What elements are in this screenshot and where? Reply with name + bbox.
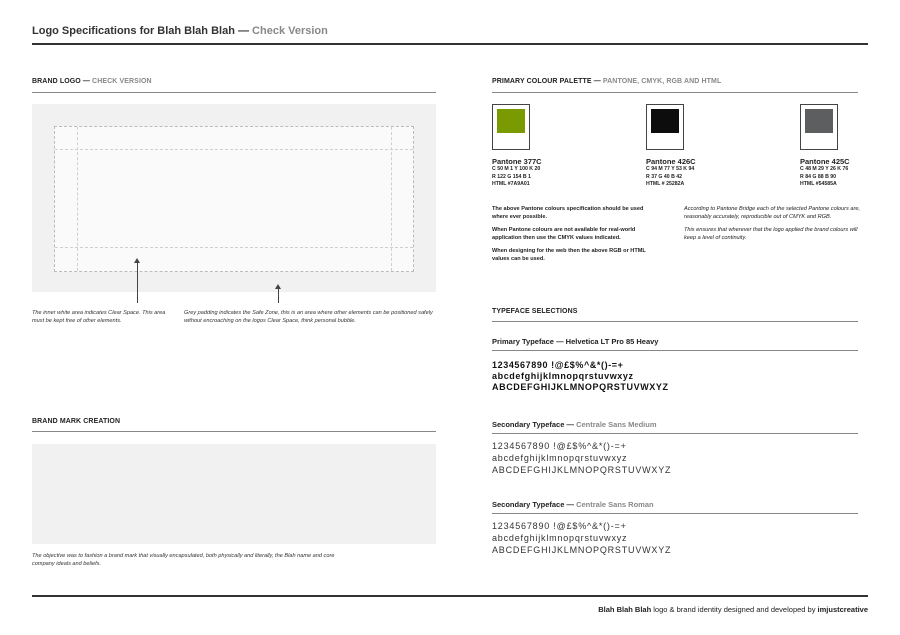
brand-mark-area	[32, 444, 436, 544]
brand-mark-note: The objective was to fashion a brand mark that visually encapsulated, both physically and literally, the Blah name and core company ideals and beliefs.	[32, 553, 335, 567]
primary-typeface-rule	[492, 350, 858, 351]
pantone-name: Pantone 377C	[492, 157, 542, 166]
swatch-color	[497, 109, 525, 133]
typeface-dash: —	[564, 500, 577, 509]
typeface-rule	[492, 321, 858, 322]
footer-rule	[32, 595, 868, 597]
palette-note: The above Pantone colours specification should be used where ever possible.	[492, 206, 644, 220]
secondary-medium-title	[492, 420, 657, 429]
secondary-roman-sample	[492, 520, 671, 556]
typeface-label: Secondary Typeface	[492, 500, 565, 509]
arrow-line	[137, 263, 138, 303]
brand-logo-rule	[32, 92, 436, 93]
sample-uppercase: ABCDEFGHIJKLMNOPQRSTUVWXYZ	[492, 382, 669, 392]
secondary-roman-title	[492, 500, 654, 509]
swatch-pantone-426c	[646, 104, 684, 150]
page-title	[32, 25, 328, 37]
brand-logo-heading-dash: —	[80, 78, 93, 85]
sample-numbers: 1234567890 !@£$%^&*()-=+	[492, 521, 627, 531]
footer-studio: imjustcreative	[817, 605, 868, 614]
sample-uppercase: ABCDEFGHIJKLMNOPQRSTUVWXYZ	[492, 465, 672, 475]
swatch-pantone-425c	[800, 104, 838, 150]
sample-uppercase: ABCDEFGHIJKLMNOPQRSTUVWXYZ	[492, 545, 672, 555]
title-dash: —	[234, 25, 253, 37]
typeface-label: Primary Typeface	[492, 337, 554, 346]
palette-heading-sub: PANTONE, CMYK, RGB AND HTML	[602, 78, 722, 85]
pantone-cmyk: C 48 M 29 Y 26 K 76	[800, 166, 849, 172]
pantone-cmyk: C 94 M 77 Y 53 K 94	[646, 166, 695, 172]
brand-logo-heading-main: BRAND LOGO	[32, 78, 81, 85]
header-rule	[32, 43, 868, 45]
page-title-main: Logo Specifications for Blah Blah Blah	[32, 25, 235, 37]
swatch-pantone-377c	[492, 104, 530, 150]
secondary-roman-rule	[492, 513, 858, 514]
typeface-dash: —	[564, 420, 577, 429]
guide-line	[55, 247, 413, 248]
pantone-377c-spec	[492, 157, 542, 189]
pantone-426c-spec	[646, 157, 696, 189]
typeface-name: Helvetica LT Pro 85 Heavy	[565, 337, 659, 346]
sample-numbers: 1234567890 !@£$%^&*()-=+	[492, 360, 624, 370]
palette-notes-right	[684, 205, 860, 247]
pantone-name: Pantone 426C	[646, 157, 696, 166]
logo-clear-space	[54, 126, 414, 272]
guide-line	[55, 149, 413, 150]
palette-heading-main: PRIMARY COLOUR PALETTE	[492, 78, 592, 85]
pantone-html: HTML #54585A	[800, 181, 837, 187]
brand-mark-rule	[32, 431, 436, 432]
secondary-medium-sample	[492, 440, 671, 476]
primary-typeface-title	[492, 337, 658, 346]
guide-line	[77, 127, 78, 271]
pantone-rgb: R 84 G 88 B 90	[800, 173, 837, 180]
footer-text: logo & brand identity designed and developed by	[651, 605, 818, 614]
palette-note: When designing for the web then the above RGB or HTML values can be used.	[492, 248, 646, 262]
typeface-heading: TYPEFACE SELECTIONS	[492, 308, 578, 315]
sample-lowercase: abcdefghijklmnopqrstuvwxyz	[492, 533, 628, 543]
pantone-rgb: R 122 G 154 B 1	[492, 173, 531, 180]
palette-note: When Pantone colours are not available for real-world application then use the CMYK values indicated.	[492, 227, 636, 241]
palette-note: According to Pantone Bridge each of the selected Pantone colours are, reasonably accurately, reproducible out of CMYK and RGB.	[684, 206, 861, 220]
safe-zone-note: Grey padding indicates the Safe Zone, this is an area where other elements can be positioned safely without encroaching on the logos Clear Space, think personal bubble.	[184, 310, 433, 324]
primary-typeface-sample	[492, 360, 669, 393]
palette-heading	[492, 78, 721, 85]
swatch-color	[651, 109, 679, 133]
clear-space-note: The inner white area indicates Clear Space. This area must be kept free of other elements.	[32, 310, 166, 324]
pantone-rgb: R 37 G 40 B 42	[646, 173, 683, 180]
typeface-name: Centrale Sans Medium	[576, 420, 657, 429]
sample-lowercase: abcdefghijklmnopqrstuvwxyz	[492, 453, 628, 463]
footer-brand: Blah Blah Blah	[598, 605, 652, 614]
palette-notes-left	[492, 205, 652, 268]
typeface-dash: —	[553, 337, 566, 346]
pantone-425c-spec	[800, 157, 850, 189]
pantone-html: HTML # 25282A	[646, 181, 685, 187]
logo-safe-zone	[32, 104, 436, 292]
palette-note: This ensures that wherever that the logo applied the brand colours will keep a level of continuity.	[684, 227, 858, 241]
typeface-name: Centrale Sans Roman	[576, 500, 654, 509]
swatch-color	[805, 109, 833, 133]
typeface-label: Secondary Typeface	[492, 420, 565, 429]
pantone-html: HTML #7A9A01	[492, 181, 530, 187]
palette-rule	[492, 92, 858, 93]
sample-numbers: 1234567890 !@£$%^&*()-=+	[492, 441, 627, 451]
brand-logo-heading	[32, 78, 152, 85]
footer-credit	[598, 605, 868, 614]
page-subtitle: Check Version	[252, 25, 328, 37]
arrow-line	[278, 289, 279, 303]
pantone-cmyk: C 50 M 1 Y 100 K 20	[492, 166, 541, 172]
guide-line	[391, 127, 392, 271]
brand-mark-heading: BRAND MARK CREATION	[32, 418, 121, 425]
brand-logo-heading-sub: CHECK VERSION	[92, 78, 152, 85]
pantone-name: Pantone 425C	[800, 157, 850, 166]
palette-heading-dash: —	[591, 78, 603, 85]
sample-lowercase: abcdefghijklmnopqrstuvwxyz	[492, 371, 634, 381]
secondary-medium-rule	[492, 433, 858, 434]
